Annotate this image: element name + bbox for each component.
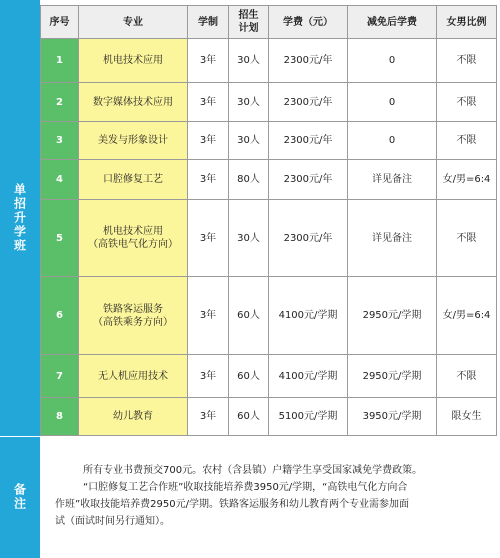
row-major — [79, 398, 188, 436]
row-fee: 2300元/年 — [269, 83, 348, 122]
row-years: 3年 — [188, 200, 229, 277]
row-plan: 30人 — [229, 200, 269, 277]
note-line — [55, 496, 485, 513]
row-major — [79, 200, 188, 277]
row-fee: 2300元/年 — [269, 122, 348, 160]
table-row — [41, 200, 497, 277]
row-plan: 60人 — [229, 355, 269, 398]
row-major-name: 数字媒体技术应用 — [93, 96, 173, 108]
row-seq: 4 — [41, 160, 79, 200]
row-ratio: 不限 — [437, 200, 497, 277]
row-ratio: 女/男=6:4 — [437, 160, 497, 200]
row-reduced: 2950元/学期 — [348, 277, 437, 355]
row-major-direction: （高铁乘务方向） — [93, 316, 173, 328]
row-ratio: 限女生 — [437, 398, 497, 436]
row-seq: 8 — [41, 398, 79, 436]
header-seq: 序号 — [41, 6, 79, 39]
notes-text — [55, 462, 485, 530]
row-fee: 2300元/年 — [269, 39, 348, 83]
row-major — [79, 355, 188, 398]
category-label: 单招升学班 — [12, 183, 27, 253]
note-line — [55, 479, 485, 496]
row-ratio: 不限 — [437, 83, 497, 122]
note-label-cell — [0, 436, 40, 558]
header-major: 专业 — [79, 6, 188, 39]
row-plan: 80人 — [229, 160, 269, 200]
row-major — [79, 160, 188, 200]
row-ratio: 女/男=6:4 — [437, 277, 497, 355]
note-line — [55, 513, 485, 530]
table-row — [41, 160, 497, 200]
row-plan: 60人 — [229, 277, 269, 355]
note-line — [55, 462, 485, 479]
row-fee: 4100元/学期 — [269, 355, 348, 398]
program-table — [40, 5, 497, 436]
row-seq: 1 — [41, 39, 79, 83]
table-row — [41, 39, 497, 83]
row-major-name: 无人机应用技术 — [98, 370, 168, 382]
row-major-name: 机电技术应用 — [103, 55, 163, 66]
row-seq: 2 — [41, 83, 79, 122]
row-major-name: 幼儿教育 — [113, 411, 153, 422]
row-reduced: 0 — [348, 122, 437, 160]
header-plan — [229, 6, 269, 39]
note-line-2: “口腔修复工艺合作班”收取技能培养费3950元/学期，“高铁电气化方向合 — [83, 482, 408, 493]
row-major-name: 口腔修复工艺 — [103, 174, 163, 185]
row-major-name: 铁路客运服务 — [103, 303, 163, 315]
header-years: 学制 — [188, 6, 229, 39]
left-sidebar — [0, 0, 40, 558]
row-reduced: 详见备注 — [348, 200, 437, 277]
header-plan-line1: 招生 — [238, 10, 259, 21]
row-fee: 2300元/年 — [269, 200, 348, 277]
row-years: 3年 — [188, 355, 229, 398]
row-reduced: 3950元/学期 — [348, 398, 437, 436]
header-row — [41, 6, 497, 39]
category-label-cell — [0, 0, 40, 436]
header-plan-line2: 计划 — [238, 23, 259, 34]
row-fee: 5100元/学期 — [269, 398, 348, 436]
header-reduced: 减免后学费 — [348, 6, 437, 39]
header-fee: 学费（元） — [269, 6, 348, 39]
table-row — [41, 355, 497, 398]
row-years: 3年 — [188, 122, 229, 160]
row-years: 3年 — [188, 39, 229, 83]
row-reduced: 0 — [348, 83, 437, 122]
row-major — [79, 83, 188, 122]
row-major-name: 美发与形象设计 — [98, 135, 168, 146]
row-fee: 2300元/年 — [269, 160, 348, 200]
row-plan: 30人 — [229, 122, 269, 160]
row-major-name: 机电技术应用 — [103, 226, 163, 237]
table-row — [41, 277, 497, 355]
header-ratio: 女男比例 — [437, 6, 497, 39]
row-years: 3年 — [188, 83, 229, 122]
row-major — [79, 277, 188, 355]
row-reduced: 详见备注 — [348, 160, 437, 200]
note-label: 备注 — [12, 483, 27, 511]
note-line-3: 作班”收取技能培养费2950元/学期。铁路客运服务和幼儿教育两个专业需参加面 — [55, 499, 409, 510]
row-years: 3年 — [188, 398, 229, 436]
table-row — [41, 83, 497, 122]
note-line-4: 试（面试时间另行通知）。 — [55, 516, 170, 527]
row-major-direction: （高铁电气化方向） — [88, 239, 178, 250]
row-seq: 5 — [41, 200, 79, 277]
row-years: 3年 — [188, 277, 229, 355]
row-ratio: 不限 — [437, 355, 497, 398]
row-ratio: 不限 — [437, 122, 497, 160]
row-seq: 3 — [41, 122, 79, 160]
row-years: 3年 — [188, 160, 229, 200]
row-plan: 30人 — [229, 39, 269, 83]
row-seq: 6 — [41, 277, 79, 355]
row-major — [79, 39, 188, 83]
row-reduced: 2950元/学期 — [348, 355, 437, 398]
row-ratio: 不限 — [437, 39, 497, 83]
row-fee: 4100元/学期 — [269, 277, 348, 355]
table-row — [41, 398, 497, 436]
note-line-1: 所有专业书费预交700元。农村（含县镇）户籍学生享受国家减免学费政策。 — [83, 465, 423, 476]
row-plan: 60人 — [229, 398, 269, 436]
row-major — [79, 122, 188, 160]
table-row — [41, 122, 497, 160]
row-reduced: 0 — [348, 39, 437, 83]
row-plan: 30人 — [229, 83, 269, 122]
row-seq: 7 — [41, 355, 79, 398]
